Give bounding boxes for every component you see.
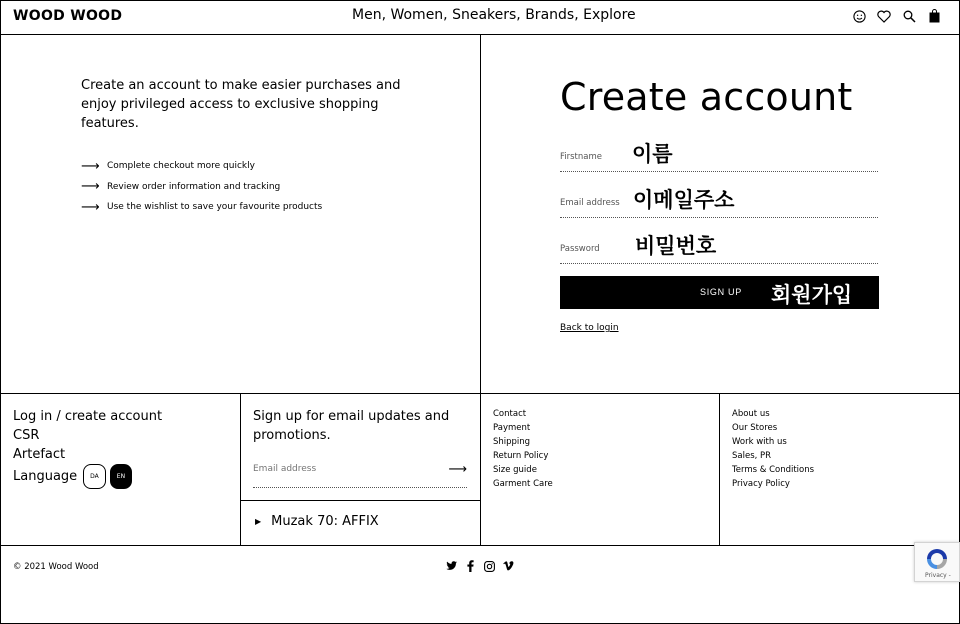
email-label: Email address bbox=[560, 198, 620, 208]
account-links bbox=[13, 407, 162, 489]
sales-pr-link[interactable]: Sales, PR bbox=[732, 451, 772, 461]
contact-link[interactable]: Contact bbox=[493, 409, 527, 419]
shipping-link[interactable]: Shipping bbox=[493, 437, 531, 447]
csr-link[interactable]: CSR bbox=[13, 428, 40, 443]
newsletter-text: Sign up for email updates and promotions. bbox=[253, 409, 450, 443]
newsletter-form bbox=[253, 460, 467, 488]
language-label: Language bbox=[13, 469, 78, 484]
recaptcha-badge[interactable] bbox=[914, 542, 960, 582]
lang-en-button[interactable]: EN bbox=[110, 464, 132, 489]
arrow-right-icon[interactable]: ⟶ bbox=[448, 462, 467, 477]
privacy-policy-link[interactable]: Privacy Policy bbox=[732, 479, 790, 489]
social-links bbox=[445, 560, 514, 572]
back-to-login-link[interactable]: Back to login bbox=[560, 323, 619, 333]
signup-label: SIGN UP bbox=[700, 287, 742, 297]
lang-da-button[interactable]: DA bbox=[83, 464, 106, 489]
list-item bbox=[81, 156, 322, 177]
benefit-text: Complete checkout more quickly bbox=[107, 161, 255, 172]
list-item bbox=[81, 197, 322, 218]
signup-annotation: 회원가입 bbox=[771, 284, 853, 307]
search-icon[interactable] bbox=[901, 8, 917, 24]
firstname-field[interactable] bbox=[560, 142, 878, 172]
logo[interactable]: WOOD WOOD bbox=[13, 8, 123, 24]
site-header bbox=[0, 0, 960, 35]
size-guide-link[interactable]: Size guide bbox=[493, 465, 537, 475]
facebook-icon[interactable] bbox=[464, 560, 476, 572]
newsletter-email-input[interactable] bbox=[253, 464, 433, 474]
footer-top-divider bbox=[0, 393, 960, 394]
firstname-label: Firstname bbox=[560, 152, 602, 162]
music-divider bbox=[241, 500, 480, 501]
language-selector bbox=[13, 464, 162, 489]
bag-icon[interactable] bbox=[926, 8, 942, 24]
footer-bottom-divider bbox=[0, 545, 960, 546]
benefit-text: Use the wishlist to save your favourite products bbox=[107, 202, 323, 213]
heart-icon[interactable] bbox=[876, 8, 892, 24]
payment-link[interactable]: Payment bbox=[493, 423, 531, 433]
account-icon[interactable] bbox=[851, 8, 867, 24]
arrow-right-icon: ⟶ bbox=[81, 158, 100, 174]
email-field[interactable] bbox=[560, 188, 878, 218]
signup-button[interactable] bbox=[560, 276, 879, 309]
footer-divider bbox=[719, 393, 720, 545]
email-annotation: 이메일주소 bbox=[633, 188, 735, 212]
login-link[interactable]: Log in / create account bbox=[13, 409, 163, 424]
footer-divider bbox=[240, 393, 241, 545]
music-player[interactable] bbox=[255, 514, 379, 529]
list-item bbox=[81, 177, 322, 198]
benefit-list bbox=[81, 156, 322, 218]
header-icons bbox=[851, 8, 942, 24]
terms-link[interactable]: Terms & Conditions bbox=[732, 465, 815, 475]
benefit-text: Review order information and tracking bbox=[107, 181, 281, 192]
password-annotation: 비밀번호 bbox=[635, 234, 717, 258]
footer-links-company bbox=[732, 407, 814, 491]
artefact-link[interactable]: Artefact bbox=[13, 447, 66, 462]
our-stores-link[interactable]: Our Stores bbox=[732, 423, 778, 433]
return-policy-link[interactable]: Return Policy bbox=[493, 451, 549, 461]
main-nav[interactable]: Men, Women, Sneakers, Brands, Explore bbox=[352, 7, 636, 23]
page-title: Create account bbox=[560, 75, 853, 119]
copyright: © 2021 Wood Wood bbox=[13, 562, 99, 572]
instagram-icon[interactable] bbox=[483, 560, 495, 572]
password-field[interactable] bbox=[560, 234, 878, 264]
play-icon[interactable]: ▶ bbox=[255, 517, 262, 526]
arrow-right-icon: ⟶ bbox=[81, 199, 100, 215]
work-with-us-link[interactable]: Work with us bbox=[732, 437, 787, 447]
music-title: Muzak 70: AFFIX bbox=[271, 514, 379, 529]
password-label: Password bbox=[560, 244, 600, 254]
center-divider bbox=[480, 35, 481, 545]
vimeo-icon[interactable] bbox=[502, 560, 514, 572]
twitter-icon[interactable] bbox=[445, 560, 457, 572]
recaptcha-privacy-text[interactable]: Privacy - bbox=[925, 572, 951, 579]
recaptcha-icon bbox=[925, 547, 949, 571]
footer-links-service bbox=[493, 407, 553, 491]
firstname-annotation: 이름 bbox=[632, 142, 673, 166]
intro-text: Create an account to make easier purchases and enjoy privileged access to exclusive shopping features. bbox=[81, 78, 401, 131]
about-us-link[interactable]: About us bbox=[732, 409, 770, 419]
garment-care-link[interactable]: Garment Care bbox=[493, 479, 553, 489]
arrow-right-icon: ⟶ bbox=[81, 179, 100, 195]
